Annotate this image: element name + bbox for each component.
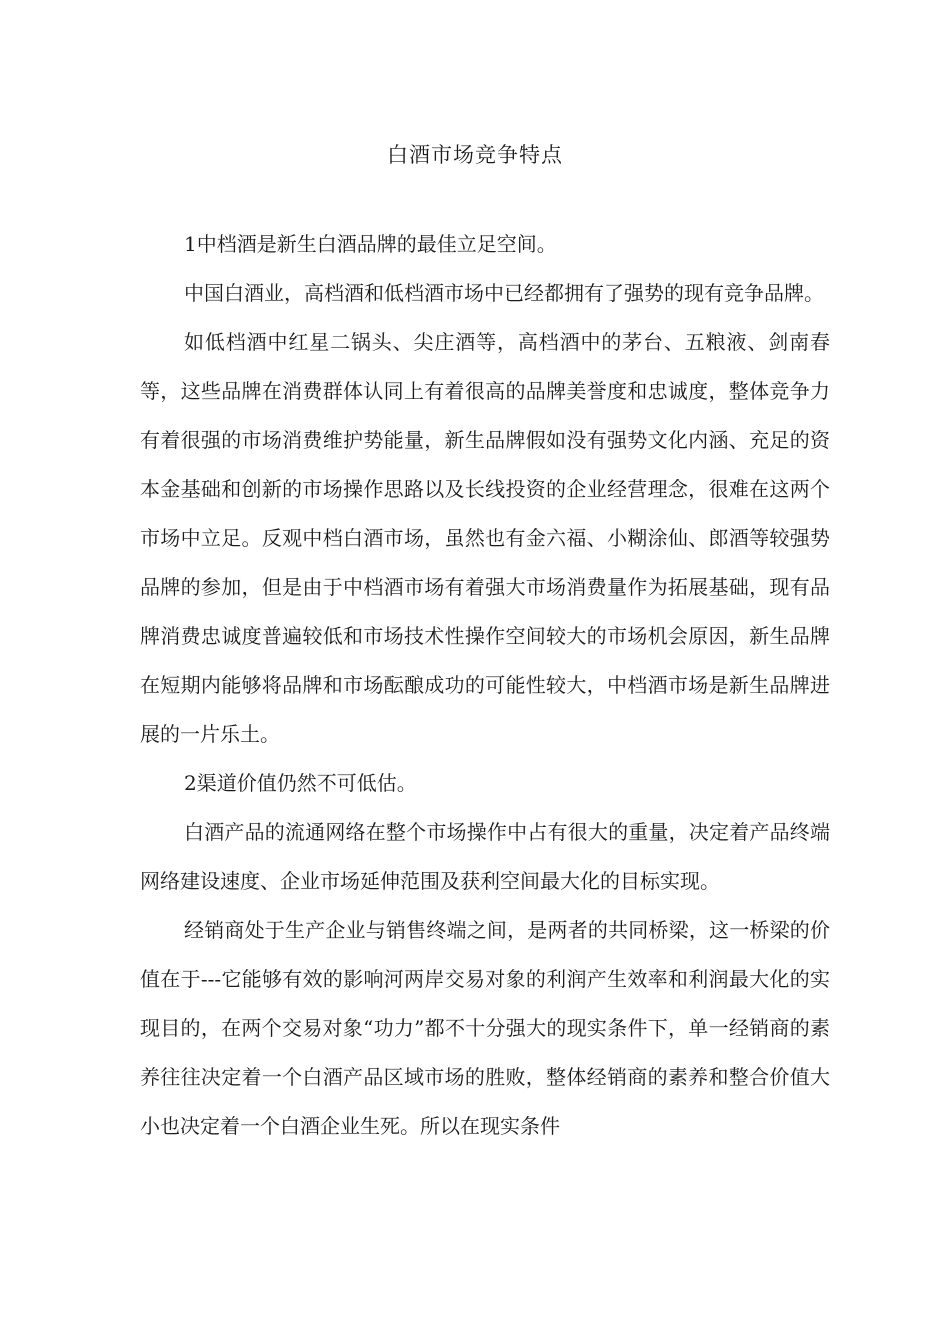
paragraph: 白酒产品的流通网络在整个市场操作中占有很大的重量，决定着产品终端网络建设速度、企业市场延伸范围及获利空间最大化的目标实现。 (140, 820, 830, 893)
paragraph: 2渠道价值仍然不可低估。 (184, 771, 417, 795)
document-body (140, 220, 830, 1151)
document-title: 白酒市场竞争特点 (387, 143, 563, 167)
paragraph: 如低档酒中红星二锅头、尖庄酒等，高档酒中的茅台、五粮液、剑南春等，这些品牌在消费群体认同上有着很高的品牌美誉度和忠诚度，整体竞争力有着很强的市场消费维护势能量，新生品牌假如没有强势文化内涵、充足的资本金基础和创新的市场操作思路以及长线投资的企业经营理念，很难在这两个市场中立足。反观中档白酒市场，虽然也有金六福、小糊涂仙、郎酒等较强势品牌的参加，但是由于中档酒市场有着强大市场消费量作为拓展基础，现有品牌消费忠诚度普遍较低和市场技术性操作空间较大的市场机会原因，新生品牌在短期内能够将品牌和市场酝酿成功的可能性较大，中档酒市场是新生品牌进展的一片乐土。 (140, 330, 830, 746)
paragraph: 经销商处于生产企业与销售终端之间，是两者的共同桥梁，这一桥梁的价值在于---它能够有效的影响河两岸交易对象的利润产生效率和利润最大化的实现目的，在两个交易对象“功力”都不十分强大的现实条件下，单一经销商的素养往往决定着一个白酒产品区域市场的胜败，整体经销商的素养和整合价值大小也决定着一个白酒企业生死。所以在现实条件 (140, 918, 830, 1138)
paragraph: 1中档酒是新生白酒品牌的最佳立足空间。 (184, 232, 557, 256)
paragraph: 中国白酒业，高档酒和低档酒市场中已经都拥有了强势的现有竞争品牌。 (184, 281, 824, 305)
